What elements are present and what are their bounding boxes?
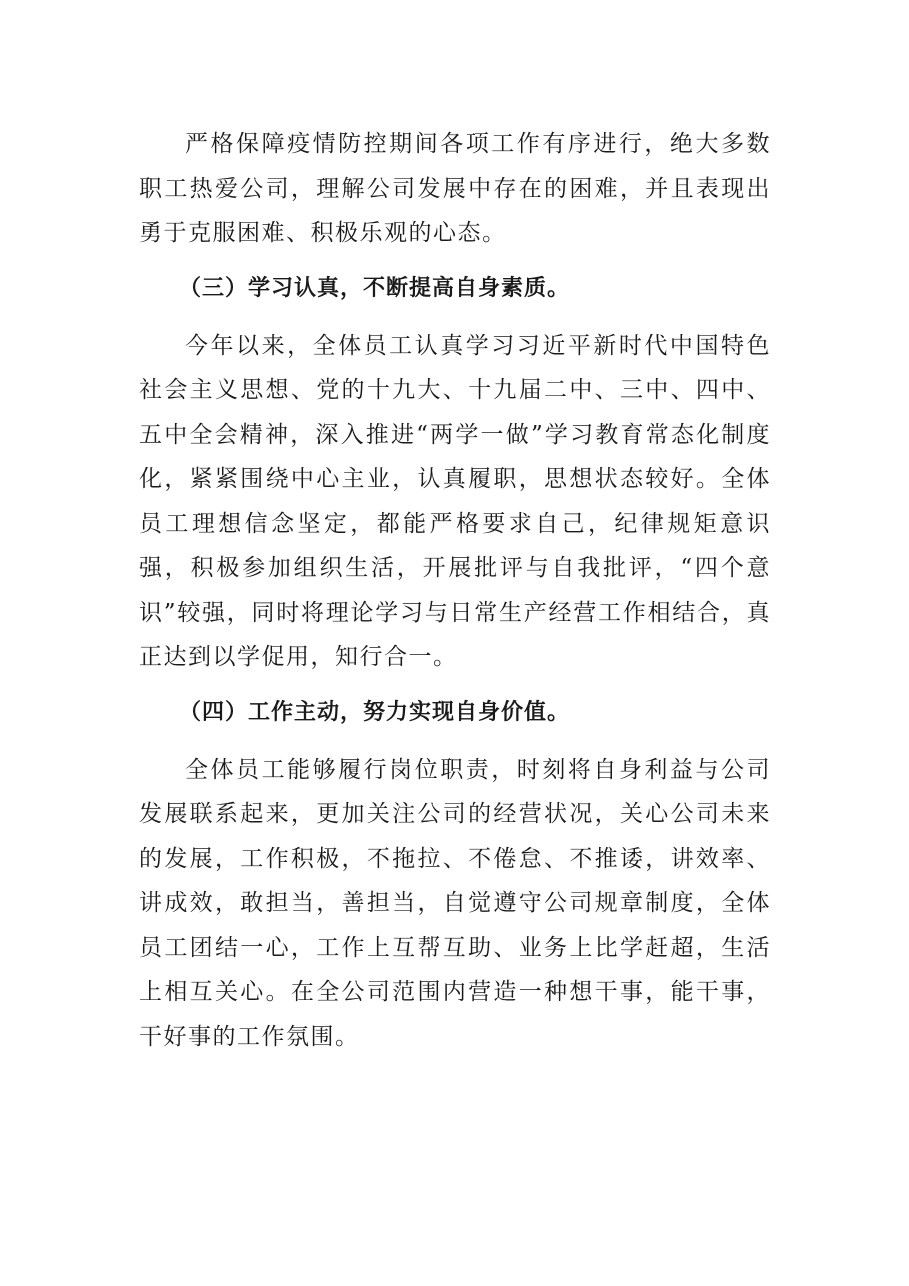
spacer [139, 256, 771, 267]
spacer [139, 680, 771, 691]
paragraph-study: 今年以来，全体员工认真学习习近平新时代中国特色社会主义思想、党的十九大、十九届二中、三中、四中、五中全会精神，深入推进“两学一做”学习教育常态化制度化，紧紧围绕中心主业，认真履职，思想状态较好。全体员工理想信念坚定，都能严格要求自己，纪律规矩意识强，积极参加组织生活，开展批评与自我批评，“四个意识”较强，同时将理论学习与日常生产经营工作相结合，真正达到以学促用，知行合一。 [139, 332, 771, 670]
document-page [139, 122, 771, 1059]
section-heading-three: （三）学习认真，不断提高自身素质。 [179, 275, 571, 301]
paragraph-intro: 严格保障疫情防控期间各项工作有序进行，绝大多数职工热爱公司，理解公司发展中存在的困难，并且表现出勇于克服困难、积极乐观的心态。 [139, 131, 771, 246]
section-heading-four: （四）工作主动，努力实现自身价值。 [179, 699, 571, 725]
paragraph-work: 全体员工能够履行岗位职责，时刻将自身利益与公司发展联系起来，更加关注公司的经营状况，关心公司未来的发展，工作积极，不拖拉、不倦怠、不推诿，讲效率、讲成效，敢担当，善担当，自觉遵守公司规章制度，全体员工团结一心，工作上互帮互助、业务上比学赶超，生活上相互关心。在全公司范围内营造一种想干事，能干事，干好事的工作氛围。 [139, 756, 771, 1050]
spacer [139, 311, 771, 324]
spacer [139, 735, 771, 748]
